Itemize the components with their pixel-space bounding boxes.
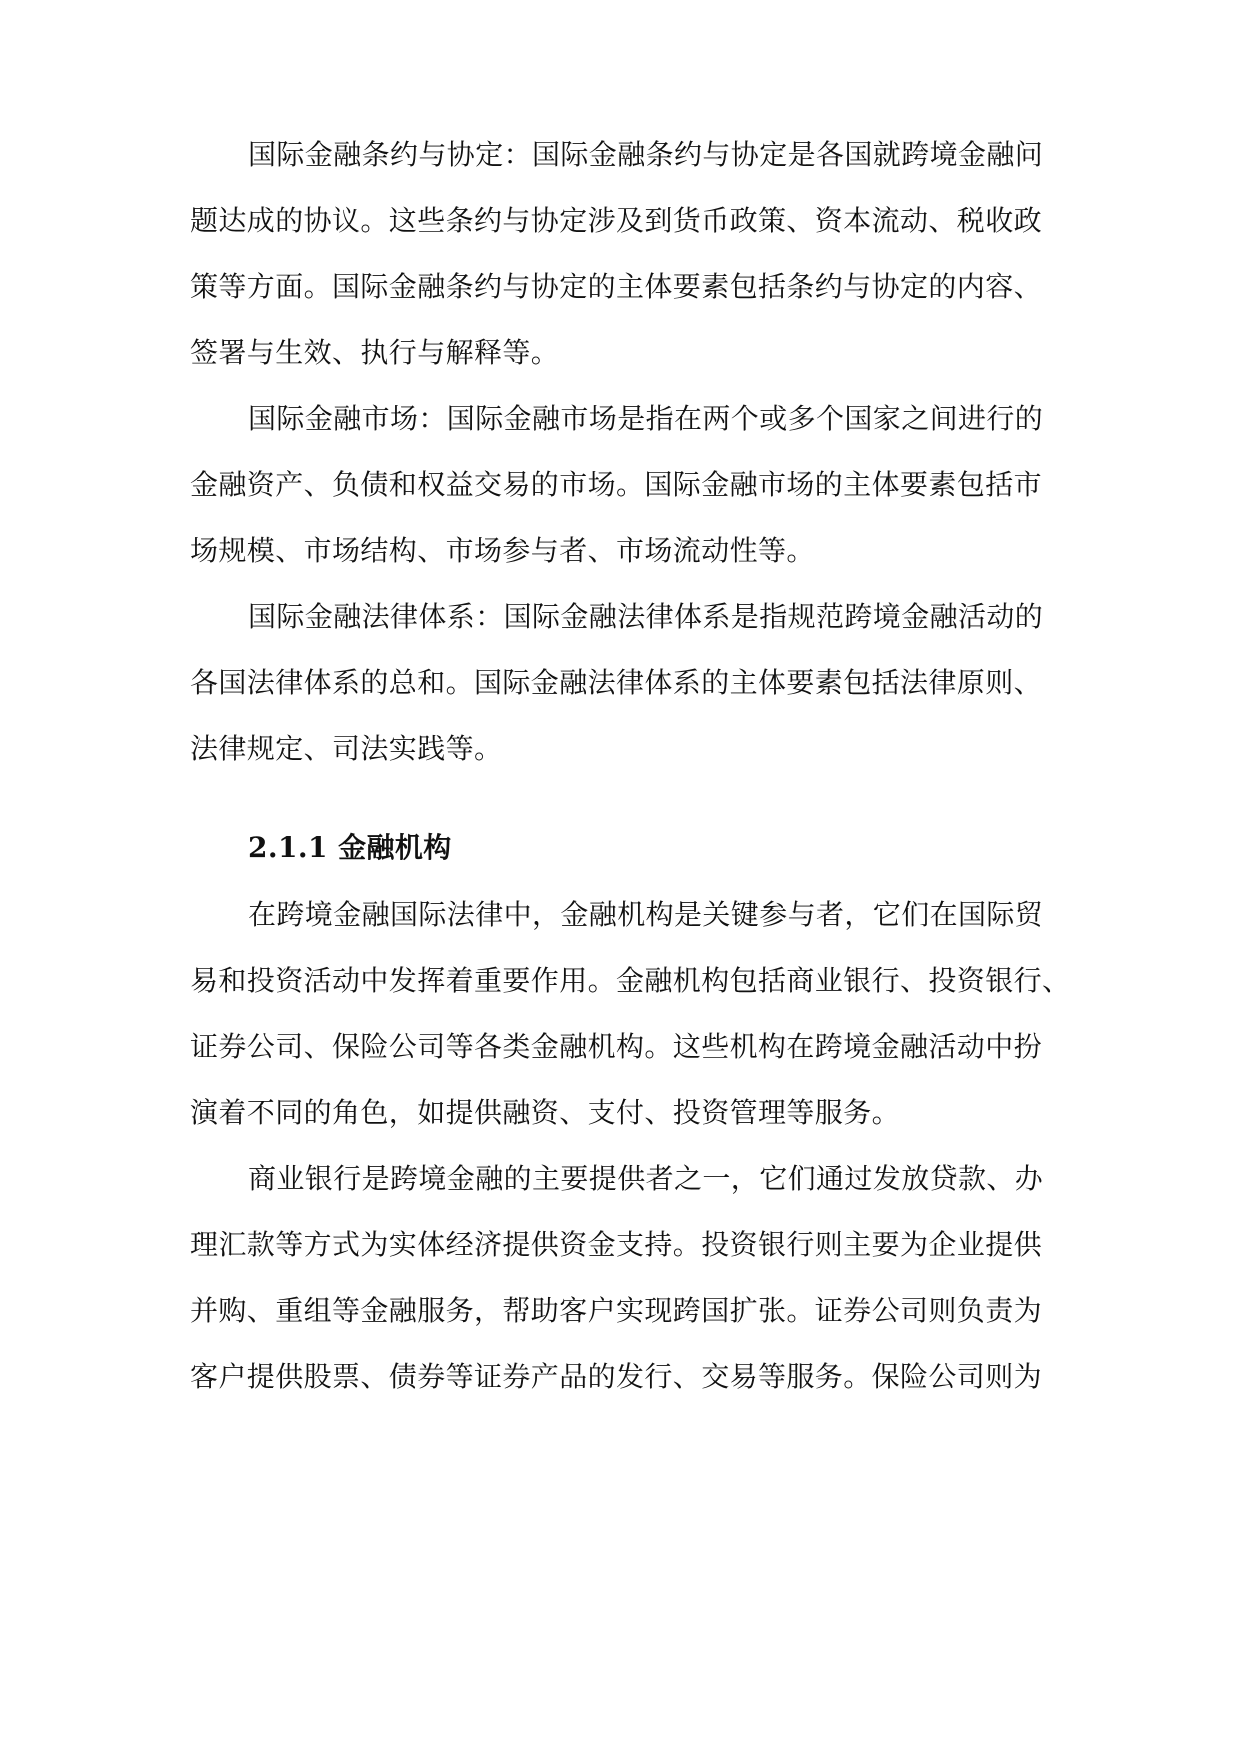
paragraph-line: 签署与生效、执行与解释等。 [190,336,560,369]
paragraph-line: 题达成的协议。这些条约与协定涉及到货币政策、资本流动、税收政 [190,204,1043,237]
paragraph-line: 演着不同的角色，如提供融资、支付、投资管理等服务。 [190,1096,901,1129]
paragraph-line: 证券公司、保险公司等各类金融机构。这些机构在跨境金融活动中扮 [190,1030,1043,1063]
paragraph-line: 策等方面。国际金融条约与协定的主体要素包括条约与协定的内容、 [190,270,1043,303]
paragraph-line: 国际金融市场：国际金融市场是指在两个或多个国家之间进行的 [248,402,1044,435]
paragraph-line: 商业银行是跨境金融的主要提供者之一，它们通过发放贷款、办 [248,1162,1044,1195]
paragraph-line: 客户提供股票、债券等证券产品的发行、交易等服务。保险公司则为 [190,1360,1043,1393]
section-heading: 2.1.1 金融机构 [248,831,452,864]
paragraph-line: 国际金融法律体系：国际金融法律体系是指规范跨境金融活动的 [248,600,1044,633]
paragraph-line: 并购、重组等金融服务，帮助客户实现跨国扩张。证券公司则负责为 [190,1294,1043,1327]
paragraph-line: 理汇款等方式为实体经济提供资金支持。投资银行则主要为企业提供 [190,1228,1043,1261]
paragraph-line: 在跨境金融国际法律中，金融机构是关键参与者，它们在国际贸 [248,898,1044,931]
paragraph-line: 法律规定、司法实践等。 [190,732,503,765]
paragraph-line: 场规模、市场结构、市场参与者、市场流动性等。 [190,534,815,567]
paragraph-line: 金融资产、负债和权益交易的市场。国际金融市场的主体要素包括市 [190,468,1043,501]
paragraph-line: 国际金融条约与协定：国际金融条约与协定是各国就跨境金融问 [248,138,1044,171]
paragraph-line: 各国法律体系的总和。国际金融法律体系的主体要素包括法律原则、 [190,666,1043,699]
paragraph-line: 易和投资活动中发挥着重要作用。金融机构包括商业银行、投资银行、 [190,964,1071,997]
